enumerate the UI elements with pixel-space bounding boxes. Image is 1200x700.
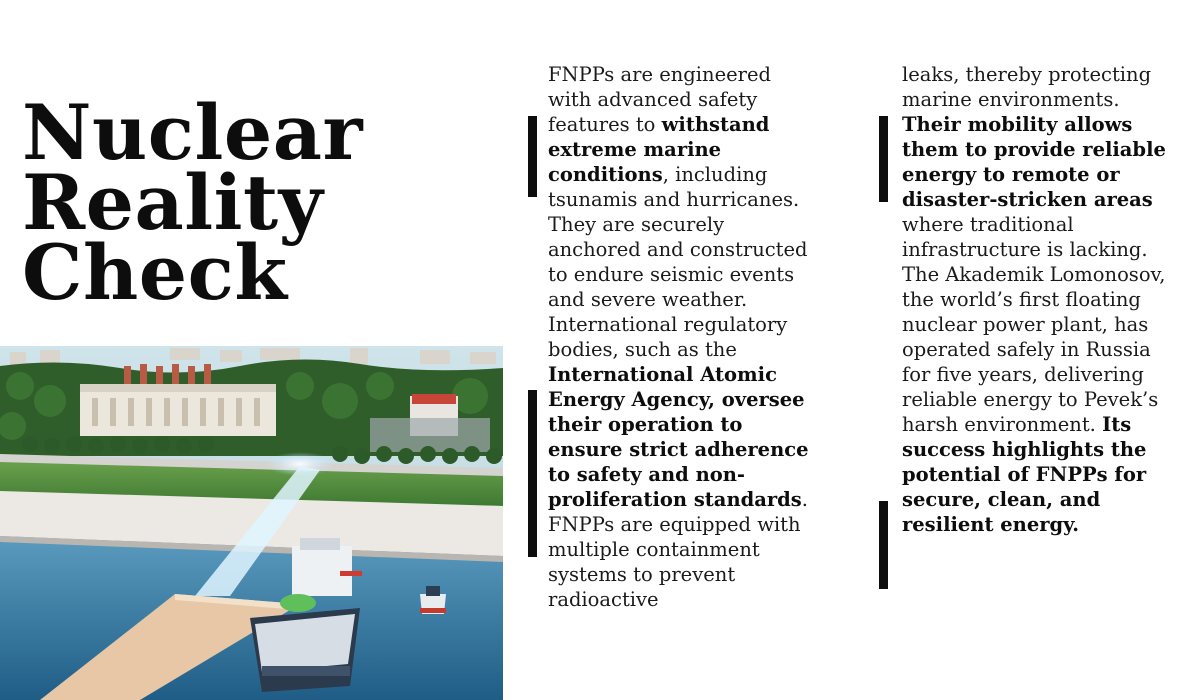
accent-bar <box>879 116 888 202</box>
floating-power-plant-illustration <box>0 346 503 700</box>
article-highlight: International Atomic Energy Agency, oversee their operation to ensure strict adherence to safety and non-proliferation standards <box>548 363 809 511</box>
accent-bar <box>528 116 537 197</box>
article-text: leaks, thereby protecting marine environments. <box>902 63 1152 111</box>
article-text: where traditional infrastructure is lacking. The Akademik Lomonosov, the world’s first floating nuclear power plant, has operated safely in Russia for five years, delivering reliable energy to Pevek’s harsh environment. <box>902 213 1166 436</box>
article-text: , including tsunamis and hurricanes. They are securely anchored and constructed to endure seismic events and severe weather. International regulatory bodies, such as the <box>548 163 808 361</box>
page-title <box>22 88 364 317</box>
title-line-2: Reality <box>22 158 324 247</box>
article-highlight: withstand extreme marine conditions <box>548 113 770 186</box>
accent-bar <box>879 501 888 589</box>
article-column-1 <box>548 62 820 612</box>
title-line-3: Check <box>22 228 288 317</box>
article-column-2 <box>902 62 1174 537</box>
accent-bar <box>528 390 537 557</box>
article-text: . FNPPs are equipped with multiple containment systems to prevent radioactive <box>548 488 808 611</box>
article-text: FNPPs are engineered with advanced safety features to <box>548 63 772 136</box>
article-highlight: Its success highlights the potential of FNPPs for secure, clean, and resilient energy. <box>902 413 1147 536</box>
article-paragraph <box>902 62 1174 537</box>
title-line-1: Nuclear <box>22 88 364 177</box>
article-paragraph <box>548 62 820 612</box>
article-highlight: Their mobility allows them to provide reliable energy to remote or disaster-stricken areas <box>902 113 1166 211</box>
